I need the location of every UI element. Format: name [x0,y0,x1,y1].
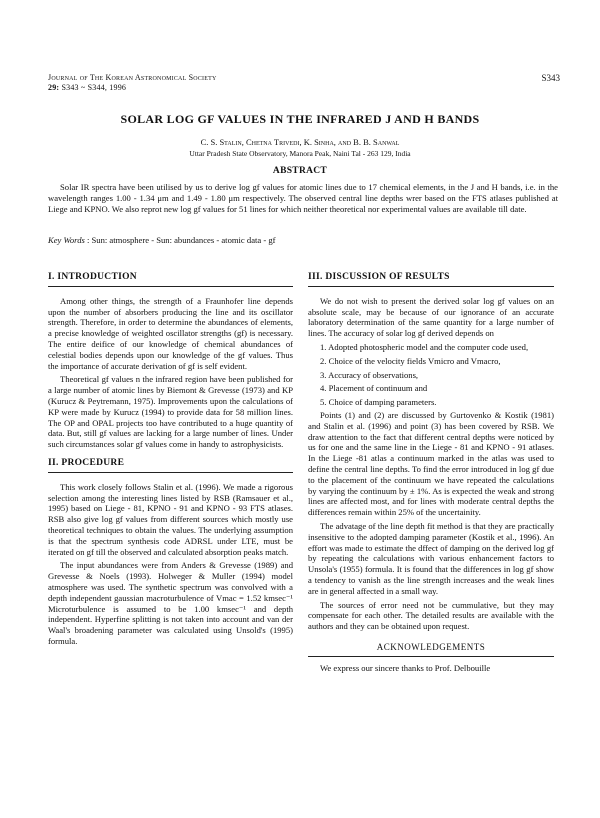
acknowledgements-heading: ACKNOWLEDGEMENTS [376,641,486,652]
section-rule [48,472,293,473]
paragraph: Points (1) and (2) are discussed by Gurtovenko & Kostik (1981) and Stalin et al. (1996) and point (3) has been covered by RSB. We draw attention to the fact that different central depths were noticed by us for one and the same line in the Liege - 81 and KPNO - 91 atlases. In the Liege -81 atlas a continuum marked in the atlas was used to define the central line depths. To find the error introduced in log gf due to the placement of the continuum we have repeated the calculations by varying the continuum by ± 1%. As is expected the weak and strong lines are affected most, and for lines with moderate central depths the differences remain within 25% of the uncertainity. [308,409,554,518]
journal-volume-line [48,83,216,93]
section-heading-introduction: I. INTRODUCTION [48,272,137,282]
paragraph: The advatage of the line depth fit method is that they are practically insensitive to the adopted damping parameter (Kostik et al., 1996). An effort was made to estimate the dffect of damping on the derived log gf by repeating the calculations with various enhancement factors to Unsola's (1955) formula. It is found that the differences in log gf show a tendency to vanish as the line strength increases and the weak lines are in general affected in a small way. [308,520,554,596]
section-heading-discussion: III. DISCUSSION OF RESULTS [308,272,450,282]
section-rule [308,286,554,287]
volume-number: 29: [48,83,60,92]
paragraph: Theoretical gf values n the infrared region have been published for a large number of atomic lines by Biemont & Grevesse (1973) and KP (Kurucz & Peytremann, 1975). Improvements upon the calculations of KP were made by Kurucz (1994) to provide data for 58 million lines. The OP and OPAL projects too have contributed to a huge quantity of data. But, still gf values are lacking for a large number of lines. Under such circumstances solar gf values come in handy to astrophysicists. [48,374,293,450]
section-heading-procedure: II. PROCEDURE [48,457,125,468]
authors: C. S. Stalin, Chetna Trivedi, K. Sinha, and B. B. Sanwal [200,137,400,147]
paragraph: We do not wish to present the derived solar log gf values on an absolute scale, may be because of our ignorance of an accurate laboratory determination of the same quantity for a large number of lines. The accuracy of solar log gf derived depends on [308,295,554,339]
list-item: 2. Choice of the velocity fields Vmicro and Vmacro, [320,355,501,366]
journal-name: Journal of The Korean Astronomical Society [48,73,217,82]
paragraph: We express our sincere thanks to Prof. Delbouille [320,662,491,673]
abstract-text: Solar IR spectra have been utilised by us to derive log gf values for atomic lines due to 17 chemical elements, in the J and H bands, i.e. in the wavelength ranges 1.00 - 1.34 μm and 1.49 - 1.80 μm respectively. The observed central line depths wrer based on the FTS atlases published at Liege and KPNO. We also reprot new log gf values for 51 lines for which neither theoretical nor experimental values are available till date. [48,182,558,214]
left-column [48,272,293,647]
paper-title: SOLAR LOG GF VALUES IN THE INFRARED J AND H BANDS [120,112,480,126]
paragraph: The sources of error need not be cummulative, but they may compensate for each other. The detailed results are available with the authors and they can be obtained upon request. [308,599,554,632]
right-column [308,272,554,674]
list-item: 4. Placement of continuum and [320,383,428,394]
keywords-text: : Sun: atmosphere - Sun: abundances - atomic data - gf [84,235,276,245]
abstract-heading: ABSTRACT [272,166,328,176]
pages-years: S343 ~ S344, 1996 [59,83,127,92]
keywords [48,235,558,246]
journal-header [48,73,216,93]
page-number: S343 [541,73,560,83]
section-rule [48,286,293,287]
paragraph: This work closely follows Stalin et al. (1996). We made a rigorous selection among the interesting lines listed by RSB (Ramsauer et al., 1995) based on Liege - 81, KPNO - 91 and KPNO - 93 FTS atlases. RSB also give log gf values from different sources which mostly use theoretical techniques to obtain the values. The underlying assumption is that the spectrum synthesis code ADRSL under LTE, must be iterated on gf till the observed and calculated absorption peaks match. [48,481,293,557]
list-item: 3. Accuracy of observations, [320,369,419,380]
paragraph: The input abundances were from Anders & Grevesse (1989) and Grevesse & Noels (1993). Holweger & Muller (1994) model atmosphere was used. The synthetic spectrum was convolved with a depth independent gaussian macroturbulence of Vmac = 1.52 kmsec⁻¹ Microturbulence is assumed to be 1.00 kmsec⁻¹ and depth independent. Hyperfine splitting is not taken into account and van der Waal's broadening parameter was calculated using Unsold's (1995) formula. [48,560,293,646]
list-item: 5. Choice of damping parameters. [320,397,437,408]
affiliation: Uttar Pradesh State Observatory, Manora Peak, Naini Tal - 263 129, India [189,149,411,158]
paragraph: Among other things, the strength of a Fraunhofer line depends upon the number of absorbers producing the line and its oscillator strength. Therefore, in order to determine the abundances of elements, a precise knowledge of weighted oscillator strengths (gf) is necessary. The entire deifice of our knowledge of chemical abundances of celestial bodies depends upon our knowledge of the gf values. Thus the importance of accurate derivation of gf is self evident. [48,295,293,371]
keywords-label: Key Words [48,235,85,245]
list-item: 1. Adopted photospheric model and the computer code used, [320,341,529,352]
section-rule [308,656,554,657]
